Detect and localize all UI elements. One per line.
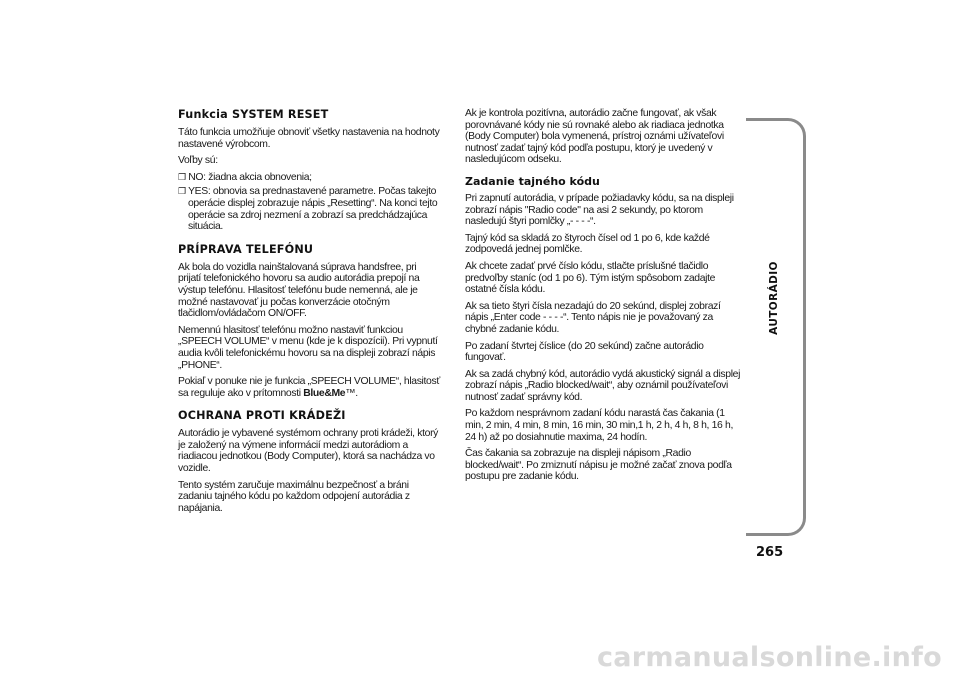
code-paragraph: Ak chcete zadať prvé číslo kódu, stlačte príslušné tlačidlo predvoľby staníc (od 1 po 6). Tým istým spôsobom zadajte ostatné čísla kódu. — [465, 260, 716, 296]
list-item — [178, 186, 440, 232]
list-item — [178, 172, 440, 184]
phone-prep-p3-text: Pokiaľ v ponuke nie je funkcia „SPEECH VOLUME“, hlasitosť sa reguluje ako v prítomnosti — [178, 376, 440, 399]
code-paragraph: Pri zapnutí autorádia, v prípade požiadavky kódu, sa na displeji zobrazí nápis "Radio code" na asi 2 sekundy, po ktorom nasledujú štyri pomlčky „- - - -“. — [465, 192, 734, 228]
heading-phone-prep: PRÍPRAVA TELEFÓNU — [178, 242, 314, 256]
watermark: carmanualsonline.info — [596, 642, 942, 673]
code-check-intro: Ak je kontrola pozitívna, autorádio začne fungovať, ak však porovnávané kódy nie sú rovnaké alebo ak riadiaca jednotka (Body Computer) bola vymenená, prístroj oznámi užívateľovi nutnosť zadať tajný kód podľa postupu, ktorý je uvedený v nasledujúcom odseku. — [465, 108, 724, 166]
heading-system-reset: Funkcia SYSTEM RESET — [178, 108, 329, 121]
blue-me-brand: Blue&Me — [303, 387, 346, 399]
checkbox-bullet-icon: ❒ — [178, 171, 186, 182]
code-paragraph: Po zadaní štvrtej číslice (do 20 sekúnd) začne autorádio fungovať. — [465, 340, 704, 364]
code-paragraph: Ak sa zadá chybný kód, autorádio vydá akustický signál a displej zobrazí nápis „Radio blocked/wait“, aby oznámil používateľovi nutnosť zadať správny kód. — [465, 368, 741, 403]
system-reset-intro: Táto funkcia umožňuje obnoviť všetky nastavenia na hodnoty nastavené výrobcom. — [178, 127, 440, 150]
phone-prep-p2: Nemennú hlasitosť telefónu možno nastaviť funkciou „SPEECH VOLUME“ v menu (kde je k dispozícii). Pri vypnutí audia kvôli telefonickému hovoru sa na displeji zobrazí nápis „PHONE“. — [178, 324, 438, 371]
theft-p1: Autorádio je vybavené systémom ochrany proti krádeži, ktorý je založený na výmene informácií medzi autorádiom a riadiacou jednotkou (Body Computer), ktorá sa nachádza vo vozidle. — [178, 428, 439, 475]
chapter-label: AUTORÁDIO — [768, 261, 780, 335]
code-paragraph: Tajný kód sa skladá zo štyroch čísel od 1 po 6, kde každé zodpovedá jednej pomlčke. — [465, 232, 710, 256]
phone-prep-p3 — [178, 376, 440, 399]
left-column — [178, 108, 440, 519]
trademark: ™. — [345, 387, 358, 399]
option-text: NO: žiadna akcia obnovenia; — [188, 171, 312, 183]
code-paragraph: Čas čakania sa zobrazuje na displeji nápisom „Radio blocked/wait“. Po zmiznutí nápisu je možné začať znova podľa postupu pre zadanie kódu. — [465, 448, 732, 483]
heading-theft-protection: OCHRANA PROTI KRÁDEŽI — [178, 409, 346, 423]
option-text: YES: obnovia sa prednastavené parametre. Počas takejto operácie displej zobrazuje nápis „Resetting“. Na konci tejto operácie sa zdroj nezmení a zobrazí sa predchádzajúca situácia. — [188, 186, 438, 233]
reset-options-list — [178, 172, 440, 233]
page-number: 265 — [756, 545, 784, 560]
theft-p2: Tento systém zaručuje maximálnu bezpečnosť a bráni zadaniu tajného kódu po každom odpojení autorádia z napájania. — [178, 479, 410, 514]
heading-secret-code: Zadanie tajného kódu — [465, 174, 600, 188]
code-paragraph: Po každom nesprávnom zadaní kódu narastá čas čakania (1 min, 2 min, 4 min, 8 min, 16 min, 30 min,1 h, 2 h, 4 h, 8 h, 16 h, 24 h) až po dosiahnutie maxima, 24 hodín. — [465, 408, 733, 443]
right-column — [465, 108, 745, 488]
system-reset-options-label: Voľby sú: — [178, 155, 218, 167]
phone-prep-p1: Ak bola do vozidla nainštalovaná súprava handsfree, pri prijatí telefonického hovoru sa audio autorádia prepojí na výstup telefónu. Hlasitosť telefónu bude nemenná, ale je možné nastavovať ju počas konverzácie otočným tlačidlom/ovládačom ON/OFF. — [178, 261, 420, 320]
checkbox-bullet-icon: ❒ — [178, 186, 186, 197]
code-paragraph: Ak sa tieto štyri čísla nezadajú do 20 sekúnd, displej zobrazí nápis „Enter code - - - -“. Tento nápis nie je považovaný za chybné zadanie kódu. — [465, 300, 721, 335]
